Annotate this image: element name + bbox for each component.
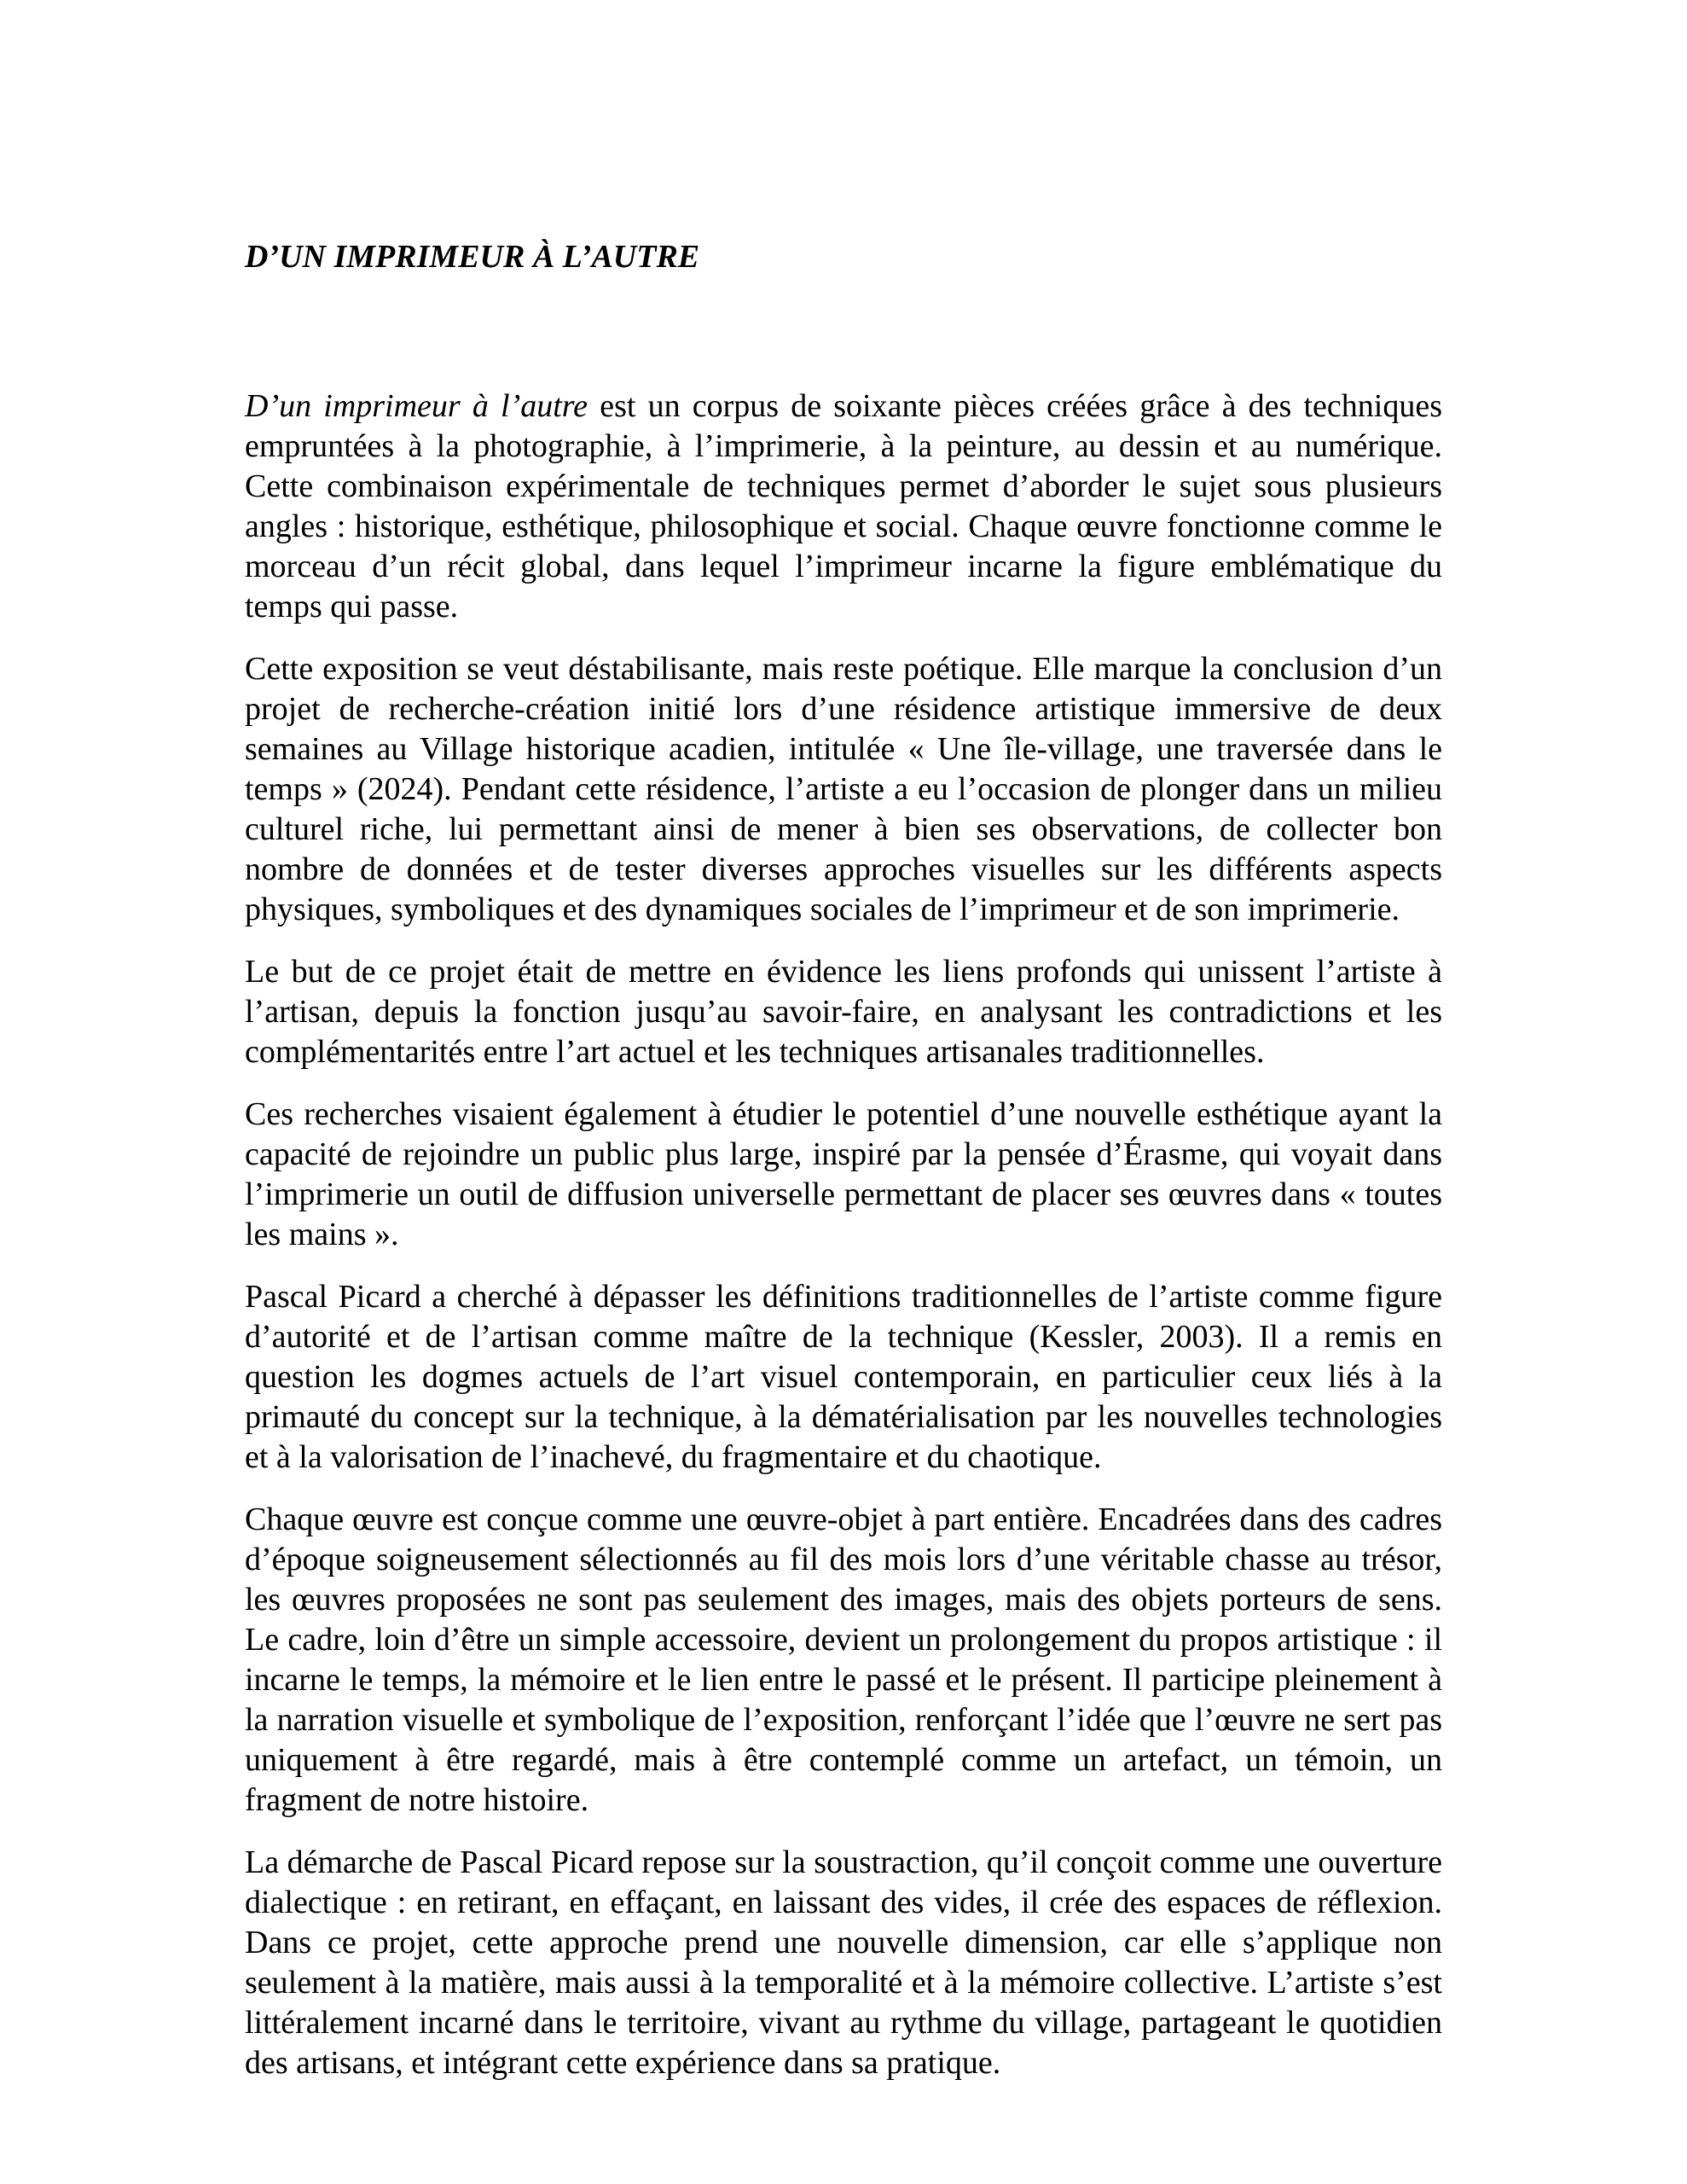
document-title: D’UN IMPRIMEUR À L’AUTRE [245, 239, 700, 275]
paragraph-1-text: est un corpus de soixante pièces créées grâce à des techniques empruntées à la photographie, à l’imprimerie, à la peinture, au dessin et au numérique. Cette combinaison expérimentale de techniques permet d’aborder le sujet sous plusieurs angles : historique, esthétique, philosophique et social. Chaque œuvre fonctionne comme le morceau d’un récit global, dans lequel l’imprimeur incarne la figure emblématique du temps qui passe. [245, 388, 1442, 624]
paragraph-4: Ces recherches visaient également à étudier le potentiel d’une nouvelle esthétique ayant la capacité de rejoindre un public plus large, inspiré par la pensée d’Érasme, qui voyait dans l’imprimerie un outil de diffusion universelle permettant de placer ses œuvres dans « toutes les mains ». [245, 1096, 1442, 1252]
paragraph-5: Pascal Picard a cherché à dépasser les définitions traditionnelles de l’artiste comme figure d’autorité et de l’artisan comme maître de la technique (Kessler, 2003). Il a remis en question les dogmes actuels de l’art visuel contemporain, en particulier ceux liés à la primauté du concept sur la technique, à la dématérialisation par les nouvelles technologies et à la valorisation de l’inachevé, du fragmentaire et du chaotique. [245, 1279, 1442, 1475]
paragraph-1-italic-lead: D’un imprimeur à l’autre [245, 388, 588, 424]
paragraph-7: La démarche de Pascal Picard repose sur la soustraction, qu’il conçoit comme une ouverture dialectique : en retirant, en effaçant, en laissant des vides, il crée des espaces de réflexion. Dans ce projet, cette approche prend une nouvelle dimension, car elle s’applique non seulement à la matière, mais aussi à la temporalité et à la mémoire collective. L’artiste s’est littéralement incarné dans le territoire, vivant au rythme du village, partageant le quotidien des artisans, et intégrant cette expérience dans sa pratique. [245, 1844, 1442, 2081]
paragraph-3: Le but de ce projet était de mettre en évidence les liens profonds qui unissent l’artiste à l’artisan, depuis la fonction jusqu’au savoir-faire, en analysant les contradictions et les complémentarités entre l’art actuel et les techniques artisanales traditionnelles. [245, 954, 1442, 1070]
document-body [245, 386, 1442, 2083]
paragraph-2: Cette exposition se veut déstabilisante, mais reste poétique. Elle marque la conclusion d’un projet de recherche-création initié lors d’une résidence artistique immersive de deux semaines au Village historique acadien, intitulée « Une île-village, une traversée dans le temps » (2024). Pendant cette résidence, l’artiste a eu l’occasion de plonger dans un milieu culturel riche, lui permettant ainsi de mener à bien ses observations, de collecter bon nombre de données et de tester diverses approches visuelles sur les différents aspects physiques, symboliques et des dynamiques sociales de l’imprimeur et de son imprimerie. [245, 651, 1442, 927]
paragraph-6: Chaque œuvre est conçue comme une œuvre-objet à part entière. Encadrées dans des cadres d’époque soigneusement sélectionnés au fil des mois lors d’une véritable chasse au trésor, les œuvres proposées ne sont pas seulement des images, mais des objets porteurs de sens. Le cadre, loin d’être un simple accessoire, devient un prolongement du propos artistique : il incarne le temps, la mémoire et le lien entre le passé et le présent. Il participe pleinement à la narration visuelle et symbolique de l’exposition, renforçant l’idée que l’œuvre ne sert pas uniquement à être regardé, mais à être contemplé comme un artefact, un témoin, un fragment de notre histoire. [245, 1502, 1442, 1818]
paragraph-1 [245, 386, 1442, 627]
